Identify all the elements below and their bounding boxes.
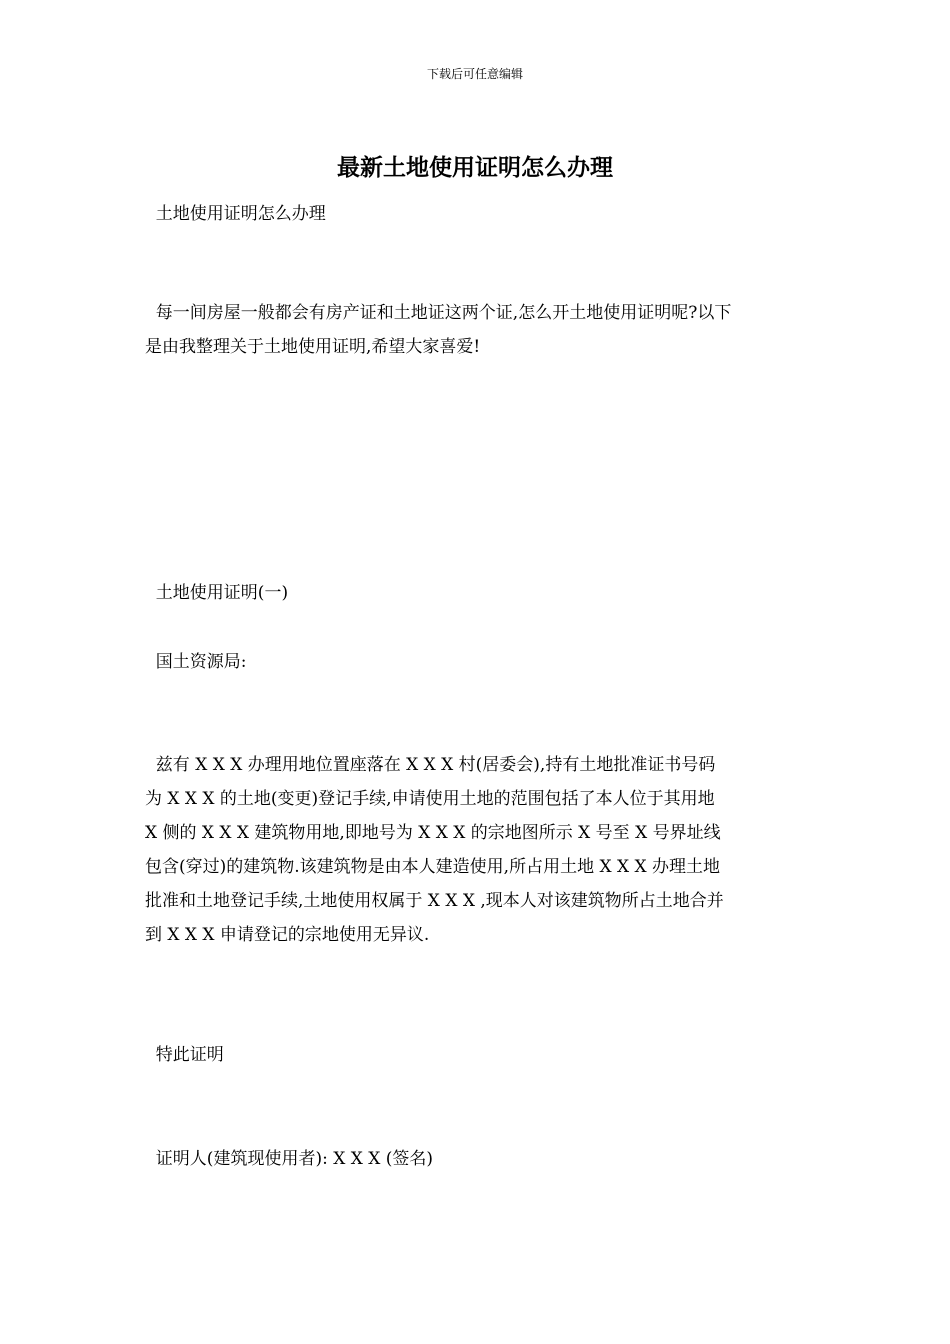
document-title: 最新土地使用证明怎么办理 — [337, 154, 613, 181]
intro-line: 每一间房屋一般都会有房产证和土地证这两个证,怎么开土地使用证明呢?以下 — [145, 303, 732, 323]
addressee: 国土资源局: — [145, 652, 247, 672]
body-line: 为 X X X 的土地(变更)登记手续,申请使用土地的范围包括了本人位于其用地 — [145, 789, 715, 809]
body-paragraph — [145, 748, 810, 952]
section-heading: 土地使用证明(一) — [145, 583, 289, 603]
body-line: 批准和土地登记手续,土地使用权属于 X X X ,现本人对该建筑物所占土地合并 — [145, 891, 724, 911]
closing-statement: 特此证明 — [145, 1045, 224, 1065]
header-note: 下载后可任意编辑 — [426, 67, 523, 81]
subtitle: 土地使用证明怎么办理 — [145, 204, 326, 224]
signature-line: 证明人(建筑现使用者): X X X (签名) — [145, 1149, 433, 1169]
body-line: 兹有 X X X 办理用地位置座落在 X X X 村(居委会),持有土地批准证书号码 — [145, 755, 716, 775]
body-line: 到 X X X 申请登记的宗地使用无异议. — [145, 925, 430, 945]
intro-paragraph — [145, 296, 810, 364]
intro-line: 是由我整理关于土地使用证明,希望大家喜爱! — [145, 337, 481, 357]
body-line: X 侧的 X X X 建筑物用地,即地号为 X X X 的宗地图所示 X 号至 X 号界址线 — [145, 823, 721, 843]
body-line: 包含(穿过)的建筑物.该建筑物是由本人建造使用,所占用土地 X X X 办理土地 — [145, 857, 720, 877]
